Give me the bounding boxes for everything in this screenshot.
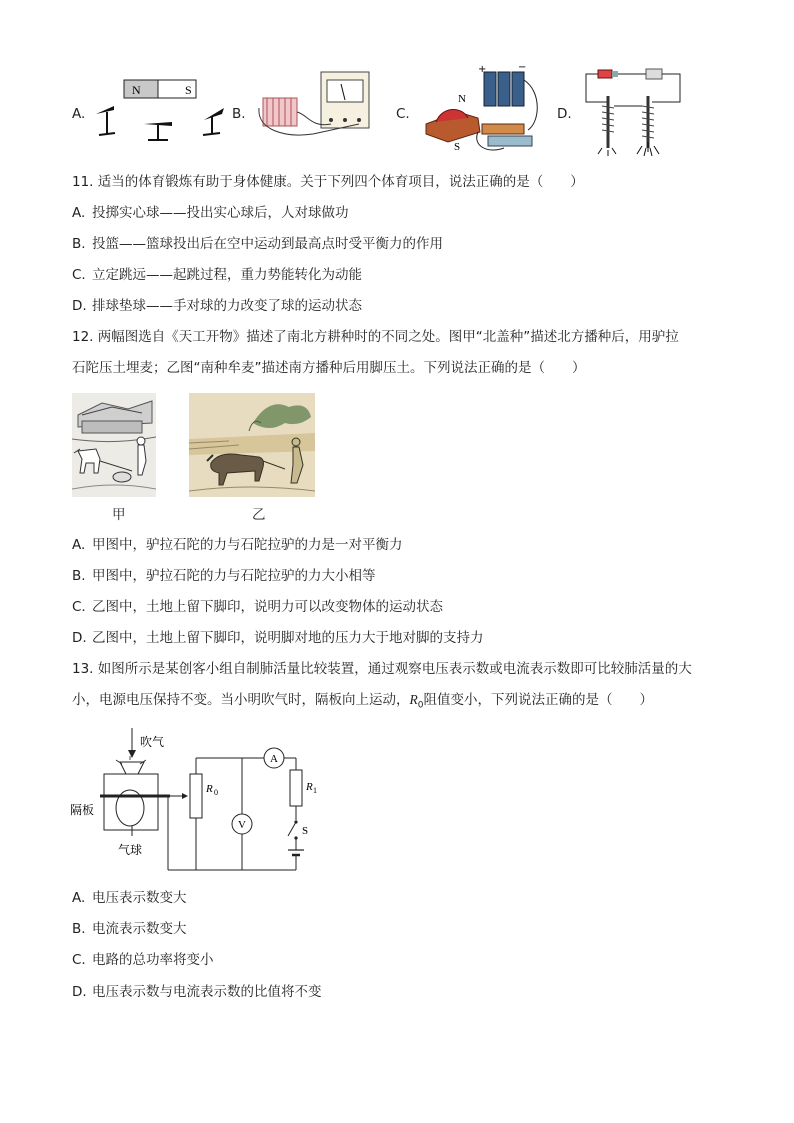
q13-diagram-r0: R [206, 783, 213, 795]
q13-resistor-r0 [190, 774, 202, 818]
q13-stem-line2-post: 阻值变小，下列说法正确的是（ ） [423, 692, 653, 708]
q13-diagram-r1-sub: 1 [313, 786, 317, 795]
q13-option-c-text: 电路的总功率将变小 [92, 952, 214, 968]
q13-option-a-label: A. [72, 890, 86, 906]
q10-option-d-label: D. [557, 106, 572, 122]
q13-diagram-ammeter: A [270, 753, 278, 765]
q13-stem-line2 [72, 691, 653, 715]
q11-option-b[interactable] [72, 235, 443, 253]
q13-diagram-balloon: 气球 [118, 843, 143, 857]
q10-fig-a-n-label: N [132, 83, 141, 97]
q11-option-d-text: 排球垫球——手对球的力改变了球的运动状态 [92, 298, 362, 314]
q13-resistor-r1 [290, 770, 302, 806]
q11-option-d[interactable] [72, 297, 362, 315]
q11-option-c[interactable] [72, 266, 362, 284]
q10-fig-a-s-label: S [185, 83, 192, 97]
switch-icon [288, 822, 296, 836]
q13-stem-line1: 13. 如图所示是某创客小组自制肺活量比较装置，通过观察电压表示数或电流表示数即可比较肺活量的大 [72, 661, 692, 677]
q13-stem-r: R [409, 692, 418, 707]
q12-stem-line2: 石陀压土埋麦；乙图“南种牟麦”描述南方播种后用脚压土。下列说法正确的是（ ） [72, 360, 586, 376]
q10-option-b-label: B. [232, 106, 246, 122]
q13-option-a-text: 电压表示数变大 [92, 890, 187, 906]
q13-option-b-label: B. [72, 921, 86, 937]
q11-option-a[interactable] [72, 204, 349, 222]
q10-option-c-label: C. [396, 106, 410, 122]
compass-needle-icon [144, 122, 172, 140]
q12-option-d-label: D. [72, 630, 87, 646]
q13-stem-r-sub: 0 [417, 700, 424, 711]
q13-option-d[interactable] [72, 983, 322, 1001]
q13-option-c[interactable] [72, 951, 214, 969]
q13-option-b-text: 电流表示数变大 [92, 921, 187, 937]
q10-option-a-label: A. [72, 106, 86, 122]
q12-option-c-label: C. [72, 599, 86, 615]
q12-image-yi-ox-plough [189, 393, 315, 497]
q13-diagram-voltmeter: V [238, 819, 246, 831]
q13-option-b[interactable] [72, 920, 187, 938]
compass-needle-icon [96, 106, 115, 135]
q11-option-b-text: 投篮——篮球投出后在空中运动到最高点时受平衡力的作用 [92, 236, 443, 252]
q11-option-a-text: 投掷实心球——投出实心球后，人对球做功 [92, 205, 349, 221]
q11-option-d-label: D. [72, 298, 87, 314]
q10-fig-a-compass-needles [92, 76, 232, 142]
q12-option-d[interactable] [72, 629, 484, 647]
q13-diagram-r1: R [306, 781, 313, 793]
q13-stem-line2-pre: 小，电源电压保持不变。当小明吹气时，隔板向上运动， [72, 692, 410, 708]
svg-text:+: + [478, 64, 487, 75]
q13-diagram-r0-sub: 0 [214, 788, 218, 797]
q12-option-d-text: 乙图中，土地上留下脚印，说明脚对地的压力大于地对脚的支持力 [92, 630, 484, 646]
q13-diagram-blow: 吹气 [140, 735, 165, 749]
q11-option-b-label: B. [72, 236, 86, 252]
q13-option-c-label: C. [72, 952, 86, 968]
q13-option-d-text: 电压表示数与电流表示数的比值将不变 [92, 984, 322, 1000]
q12-option-a-text: 甲图中，驴拉石陀的力与石陀拉驴的力是一对平衡力 [92, 537, 403, 553]
q12-option-b-label: B. [72, 568, 86, 584]
q10-fig-d-electromagnets-nails [580, 62, 684, 158]
q12-image-jia-donkey-roller [72, 393, 156, 497]
q13-circuit-diagram [70, 724, 320, 876]
q12-option-b-text: 甲图中，驴拉石陀的力与石陀拉驴的力大小相等 [92, 568, 376, 584]
q13-option-a[interactable] [72, 889, 187, 907]
q11-option-a-label: A. [72, 205, 86, 221]
q12-caption-yi: 乙 [252, 507, 266, 523]
compass-needle-icon [203, 108, 224, 135]
q13-diagram-switch: S [302, 825, 309, 837]
q12-stem-line1: 12. 两幅图选自《天工开物》描述了南北方耕种时的不同之处。图甲“北盖种”描述北方播种后，用驴拉 [72, 329, 679, 345]
q12-option-b[interactable] [72, 567, 376, 585]
q13-option-d-label: D. [72, 984, 87, 1000]
q12-option-a-label: A. [72, 537, 86, 553]
q10-fig-c-s-label: S [454, 141, 461, 153]
q12-caption-jia: 甲 [112, 507, 126, 523]
q12-option-c-text: 乙图中，土地上留下脚印，说明力可以改变物体的运动状态 [92, 599, 443, 615]
svg-text:−: − [518, 62, 527, 73]
q12-option-a[interactable] [72, 536, 403, 554]
q10-fig-c-motor-battery [418, 62, 548, 154]
q11-option-c-label: C. [72, 267, 86, 283]
q12-option-c[interactable] [72, 598, 443, 616]
arrow-down-icon [128, 750, 136, 758]
q11-option-c-text: 立定跳远——起跳过程，重力势能转化为动能 [92, 267, 362, 283]
q13-diagram-partition: 隔板 [70, 803, 95, 817]
q11-stem: 11. 适当的体育锻炼有助于身体健康。关于下列四个体育项目，说法正确的是（ ） [72, 174, 584, 190]
q10-fig-c-n-label: N [458, 93, 466, 105]
q10-fig-b-electromagnet-meter [255, 68, 375, 140]
